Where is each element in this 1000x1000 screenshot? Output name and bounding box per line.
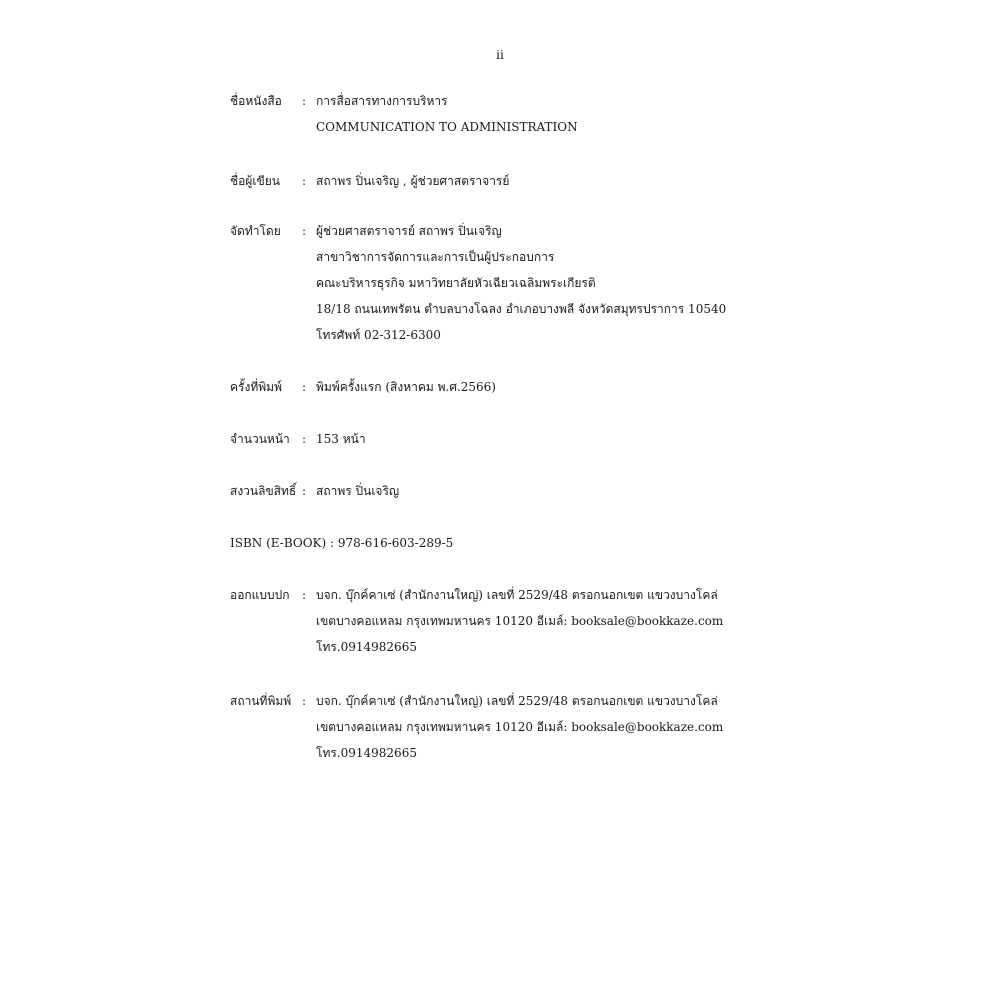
produced-by-line: สาขาวิชาการจัดการและการเป็นผู้ประกอบการ (316, 250, 555, 264)
printing-place-line: เขตบางคอแหลม กรุงเทพมหานคร 10120 อีเมล์: booksale@bookkaze.com (316, 720, 724, 734)
copyright-label: สงวนลิขสิทธิ์ (230, 484, 297, 498)
produced-by-line: ผู้ช่วยศาสตราจารย์ สถาพร ปิ่นเจริญ (316, 224, 502, 238)
produced-by-line: คณะบริหารธุรกิจ มหาวิทยาลัยหัวเฉียวเฉลิมพระเกียรติ (316, 276, 596, 290)
author-label: ชื่อผู้เขียน (230, 174, 280, 188)
copyright-sep: : (302, 484, 307, 498)
cover-design-sep: : (302, 588, 307, 602)
produced-by-label: จัดทำโดย (230, 224, 281, 238)
author-sep: : (302, 174, 307, 188)
author-value (316, 168, 509, 194)
printing-place-value (316, 688, 723, 766)
book-title-label: ชื่อหนังสือ (230, 94, 282, 108)
cover-design-line: บจก. บุ๊กค์คาเซ่ (สำนักงานใหญ่) เลขที่ 2529/48 ตรอกนอกเขต แขวงบางโคล่ (316, 588, 718, 602)
book-title-value (316, 88, 578, 140)
cover-design-label: ออกแบบปก (230, 588, 290, 602)
pages-sep: : (302, 432, 307, 446)
book-title-thai: การสื่อสารทางการบริหาร (316, 94, 448, 108)
edition-line: พิมพ์ครั้งแรก (สิงหาคม พ.ศ.2566) (316, 380, 496, 394)
printing-place-sep: : (302, 694, 307, 708)
printing-place-line: โทร.0914982665 (316, 746, 417, 760)
page-number: ii (496, 48, 504, 62)
pages-label: จำนวนหน้า (230, 432, 290, 446)
cover-design-line: โทร.0914982665 (316, 640, 417, 654)
pages-value (316, 426, 366, 452)
book-title-sep: : (302, 94, 307, 108)
produced-by-line: 18/18 ถนนเทพรัตน ตำบลบางโฉลง อำเภอบางพลี จังหวัดสมุทรปราการ 10540 (316, 302, 727, 316)
edition-value (316, 374, 496, 400)
edition-label: ครั้งที่พิมพ์ (230, 380, 282, 394)
author-line: สถาพร ปิ่นเจริญ , ผู้ช่วยศาสตราจารย์ (316, 174, 510, 188)
edition-sep: : (302, 380, 307, 394)
copyright-line: สถาพร ปิ่นเจริญ (316, 484, 400, 498)
book-title-english: COMMUNICATION TO ADMINISTRATION (316, 120, 578, 134)
pages-line: 153 หน้า (316, 432, 366, 446)
printing-place-label: สถานที่พิมพ์ (230, 694, 292, 708)
produced-by-line: โทรศัพท์ 02-312-6300 (316, 328, 441, 342)
produced-by-sep: : (302, 224, 307, 238)
cover-design-line: เขตบางคอแหลม กรุงเทพมหานคร 10120 อีเมล์: booksale@bookkaze.com (316, 614, 724, 628)
copyright-value (316, 478, 399, 504)
produced-by-value (316, 218, 726, 348)
isbn-text: ISBN (E-BOOK) : 978-616-603-289-5 (230, 536, 454, 550)
printing-place-line: บจก. บุ๊กค์คาเซ่ (สำนักงานใหญ่) เลขที่ 2529/48 ตรอกนอกเขต แขวงบางโคล่ (316, 694, 718, 708)
cover-design-value (316, 582, 723, 660)
